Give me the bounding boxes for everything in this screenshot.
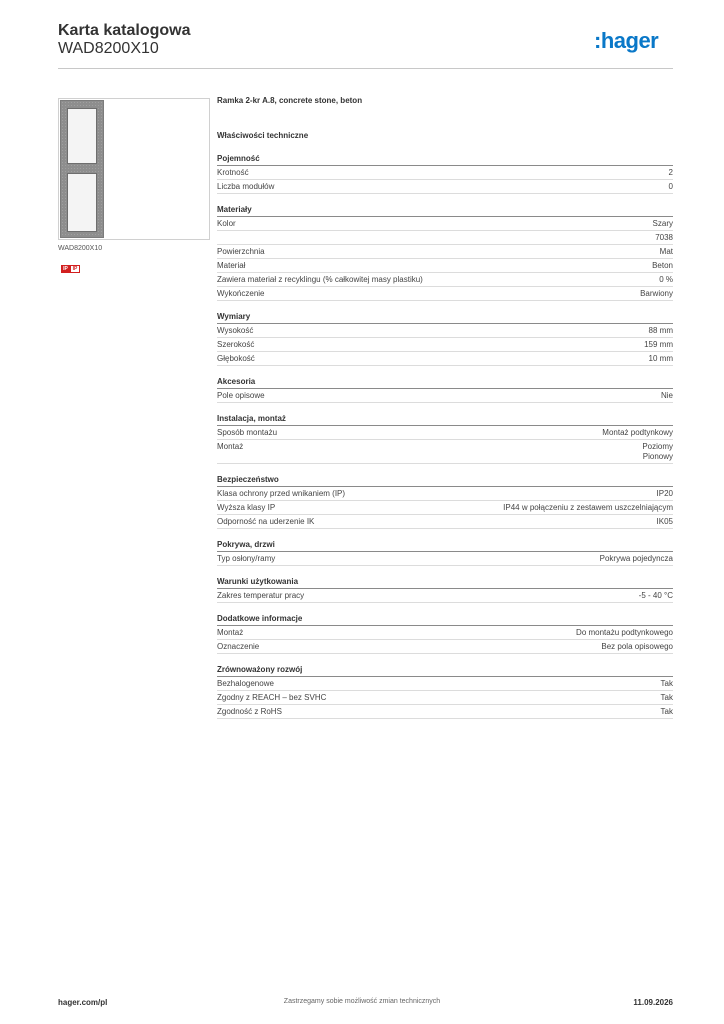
spec-row xyxy=(217,691,673,705)
spec-row xyxy=(217,487,673,501)
spec-value-group xyxy=(661,693,673,703)
spec-label: Liczba modułów xyxy=(217,182,275,191)
spec-value-group xyxy=(642,442,673,462)
spec-label: Zakres temperatur pracy xyxy=(217,591,305,600)
spec-label: Materiał xyxy=(217,261,246,270)
spec-value: 0 % xyxy=(659,275,673,284)
spec-value: Pionowy xyxy=(642,452,673,461)
frame-picture xyxy=(60,100,104,238)
spec-row xyxy=(217,515,673,529)
spec-value-group xyxy=(653,219,673,229)
ip-badge-icon xyxy=(61,265,80,273)
spec-value: Montaż podtynkowy xyxy=(602,428,673,437)
image-caption: WAD8200X10 xyxy=(58,245,103,252)
spec-value: Mat xyxy=(659,247,673,256)
spec-value: IP44 w połączeniu z zestawem uszczelniającym xyxy=(503,503,673,512)
spec-value-group xyxy=(600,554,673,564)
spec-value-group xyxy=(660,247,673,257)
spec-value-group xyxy=(661,679,673,689)
spec-value-group xyxy=(576,628,673,638)
spec-section xyxy=(217,612,673,654)
spec-section xyxy=(217,575,673,603)
section-title: Wymiary xyxy=(217,312,251,321)
spec-value: Pokrywa pojedyncza xyxy=(599,554,673,563)
spec-label: Sposób montażu xyxy=(217,428,278,437)
spec-label: Wyższa klasy IP xyxy=(217,503,276,512)
spec-row xyxy=(217,231,673,245)
ip-badge-right: IP xyxy=(70,265,80,273)
spec-label: Krotność xyxy=(217,168,249,177)
spec-value-group xyxy=(659,275,673,285)
spec-row xyxy=(217,245,673,259)
spec-label: Odporność na uderzenie IK xyxy=(217,517,315,526)
footer-disclaimer: Zastrzegamy sobie możliwość zmian technicznych xyxy=(283,998,441,1005)
section-title: Warunki użytkowania xyxy=(217,577,299,586)
spec-value-group xyxy=(657,489,673,499)
spec-value: IK05 xyxy=(656,517,673,526)
spec-value-group xyxy=(644,340,673,350)
spec-value-group xyxy=(639,591,673,601)
spec-section xyxy=(217,310,673,366)
section-title: Instalacja, montaż xyxy=(217,414,286,423)
spec-value: Tak xyxy=(660,679,673,688)
spec-section xyxy=(217,473,673,529)
spec-value-group xyxy=(669,168,673,178)
spec-value: Barwiony xyxy=(640,289,673,298)
spec-label: Powierzchnia xyxy=(217,247,265,256)
section-title: Zrównoważony rozwój xyxy=(217,665,303,674)
spec-section xyxy=(217,152,673,194)
spec-value: Szary xyxy=(652,219,673,228)
spec-value: Nie xyxy=(660,391,673,400)
spec-section xyxy=(217,412,673,464)
spec-value-group xyxy=(503,503,673,513)
spec-value-group xyxy=(655,233,673,243)
spec-section xyxy=(217,538,673,566)
spec-label: Pole opisowe xyxy=(217,391,265,400)
footer-website: hager.com/pl xyxy=(58,998,108,1007)
spec-row xyxy=(217,626,673,640)
spec-value: 88 mm xyxy=(648,326,673,335)
technical-properties-heading: Właściwości techniczne xyxy=(217,131,309,140)
spec-row xyxy=(217,426,673,440)
hager-logo: :hager xyxy=(594,28,659,53)
spec-label: Montaż xyxy=(217,628,244,637)
spec-row xyxy=(217,166,673,180)
spec-row xyxy=(217,287,673,301)
spec-value: 2 xyxy=(668,168,673,177)
spec-row xyxy=(217,677,673,691)
section-title: Pokrywa, drzwi xyxy=(217,540,275,549)
product-description: Ramka 2-kr A.8, concrete stone, beton xyxy=(217,96,363,105)
spec-row xyxy=(217,338,673,352)
spec-value: Tak xyxy=(660,693,673,702)
spec-label: Głębokość xyxy=(217,354,255,363)
spec-label: Klasa ochrony przed wnikaniem (IP) xyxy=(217,489,346,498)
spec-row xyxy=(217,324,673,338)
spec-row xyxy=(217,440,673,464)
spec-value: 0 xyxy=(668,182,673,191)
spec-label: Typ osłony/ramy xyxy=(217,554,276,563)
spec-row xyxy=(217,180,673,194)
spec-value-group xyxy=(657,517,673,527)
spec-row xyxy=(217,501,673,515)
section-title: Pojemność xyxy=(217,154,260,163)
product-image xyxy=(58,98,210,240)
spec-label: Oznaczenie xyxy=(217,642,260,651)
footer-date: 11.09.2026 xyxy=(633,998,673,1007)
section-title: Bezpieczeństwo xyxy=(217,475,279,484)
section-title: Dodatkowe informacje xyxy=(217,614,303,623)
spec-label: Montaż xyxy=(217,442,244,451)
spec-row xyxy=(217,589,673,603)
spec-value-group xyxy=(602,428,673,438)
spec-row xyxy=(217,552,673,566)
spec-value: 159 mm xyxy=(644,340,673,349)
spec-value-group xyxy=(661,707,673,717)
spec-label: Wykończenie xyxy=(217,289,265,298)
spec-section xyxy=(217,375,673,403)
spec-label: Zawiera materiał z recyklingu (% całkowitej masy plastiku) xyxy=(217,275,423,284)
spec-value: -5 - 40 °C xyxy=(638,591,673,600)
spec-value-group xyxy=(669,182,673,192)
spec-value: 10 mm xyxy=(648,354,673,363)
page-title: Karta katalogowa xyxy=(58,22,191,39)
spec-row xyxy=(217,640,673,654)
spec-value-group xyxy=(649,354,673,364)
spec-row xyxy=(217,217,673,231)
spec-value-group xyxy=(601,642,673,652)
frame-opening-top xyxy=(67,108,97,164)
spec-label: Kolor xyxy=(217,219,236,228)
spec-row xyxy=(217,389,673,403)
spec-row xyxy=(217,259,673,273)
spec-section xyxy=(217,203,673,301)
spec-value: Tak xyxy=(660,707,673,716)
spec-row xyxy=(217,352,673,366)
spec-value: Do montażu podtynkowego xyxy=(576,628,673,637)
spec-label: Zgodność z RoHS xyxy=(217,707,282,716)
spec-value: Beton xyxy=(652,261,673,270)
product-code: WAD8200X10 xyxy=(58,40,159,57)
spec-label: Bezhalogenowe xyxy=(217,679,274,688)
ip-badge-left: IP xyxy=(61,265,70,273)
spec-value-group xyxy=(640,289,673,299)
spec-section xyxy=(217,663,673,719)
spec-value: Poziomy xyxy=(642,442,673,451)
spec-value: 7038 xyxy=(655,233,673,242)
spec-label: Szerokość xyxy=(217,340,255,349)
header-divider xyxy=(58,68,673,69)
spec-label: Wysokość xyxy=(217,326,254,335)
spec-table xyxy=(217,152,673,728)
spec-row xyxy=(217,705,673,719)
spec-row xyxy=(217,273,673,287)
section-title: Akcesoria xyxy=(217,377,256,386)
spec-value-group xyxy=(649,326,673,336)
spec-value-group xyxy=(652,261,673,271)
spec-label: Zgodny z REACH – bez SVHC xyxy=(217,693,327,702)
spec-value: Bez pola opisowego xyxy=(601,642,673,651)
section-title: Materiały xyxy=(217,205,252,214)
frame-opening-bottom xyxy=(67,173,97,232)
spec-value-group xyxy=(661,391,673,401)
spec-value: IP20 xyxy=(656,489,673,498)
